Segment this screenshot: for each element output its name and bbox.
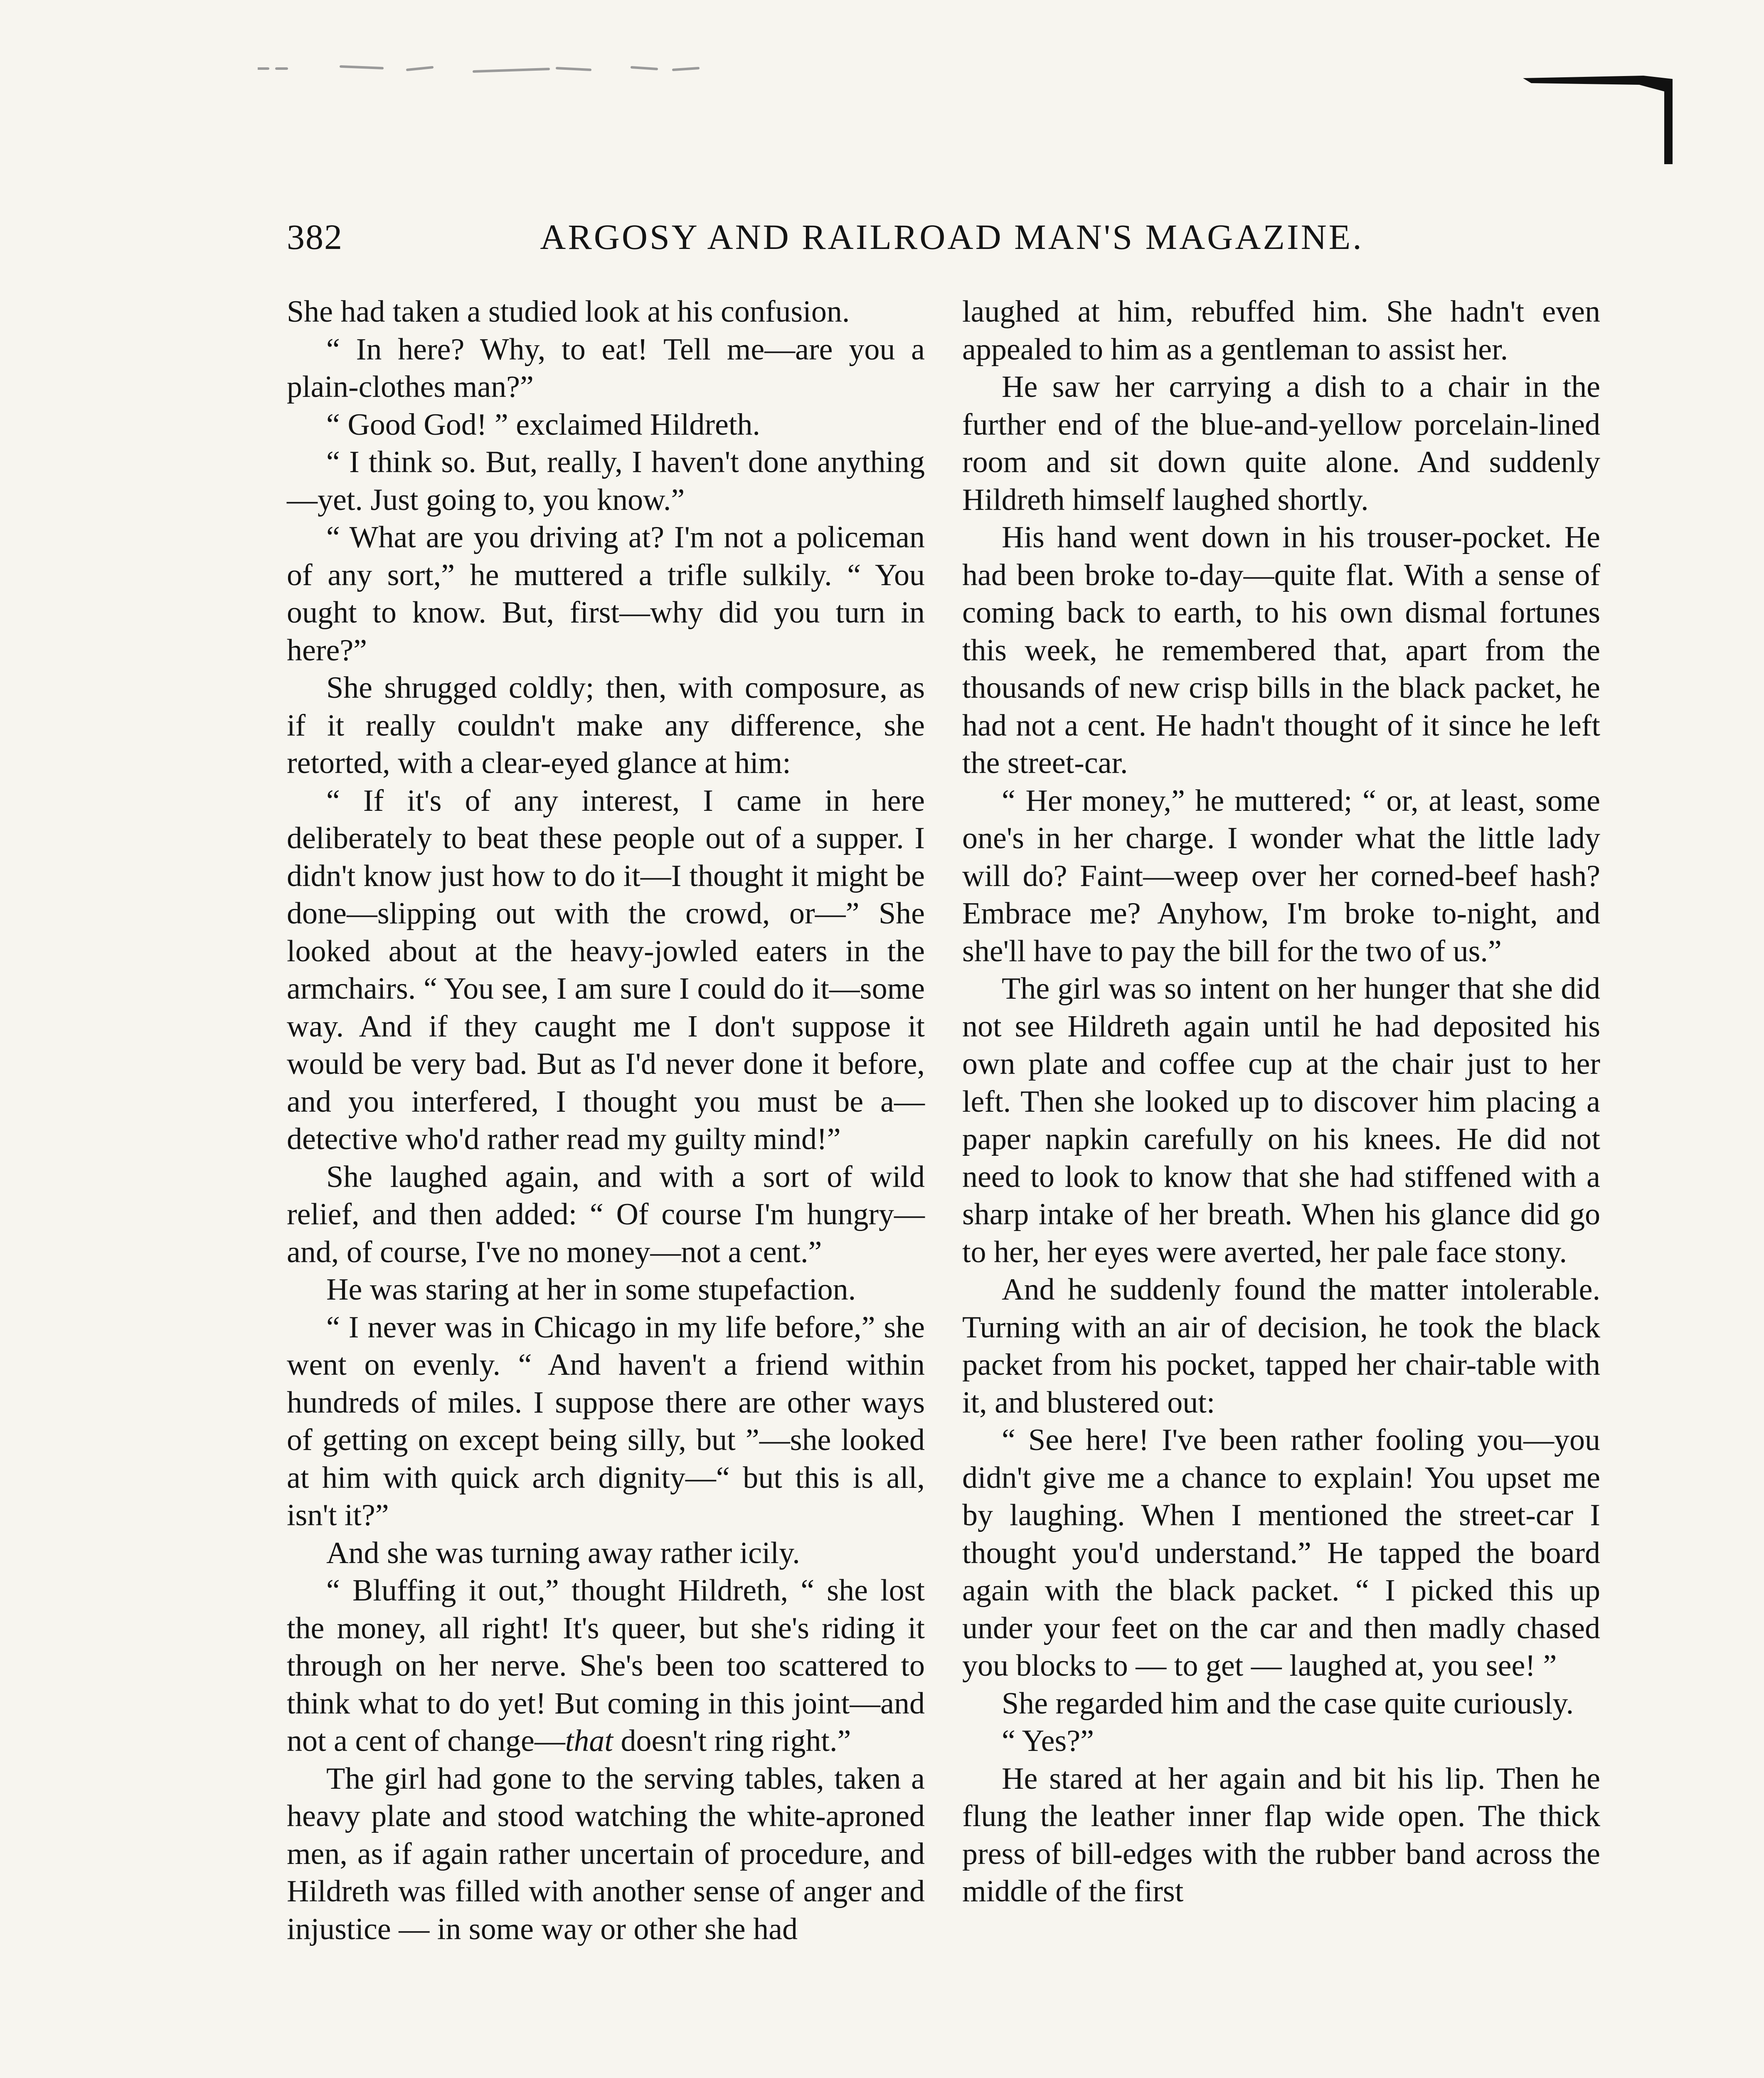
paragraph: He saw her carrying a dish to a chair in the further end of the blue-and-yellow porcelain-lined room and sit down quite alone. And suddenly Hildreth himself laughed shortly. [962, 370, 1600, 517]
paragraph: “ I think so. But, really, I haven't done anything—yet. Just going to, you know.” [287, 445, 925, 517]
paragraph: And he suddenly found the matter intolerable. Turning with an air of decision, he took the black packet from his pocket, tapped her chair-table with it, and blustered out: [962, 1273, 1600, 1420]
print-smudge [258, 62, 756, 75]
paragraph-text: “ Bluffing it out,” thought Hildreth, “ she lost the money, all right! It's queer, but she's riding it through on her nerve. She's been too scattered to think what to do yet! But coming in this joint—and not a cent of change— [287, 1573, 925, 1758]
paragraph: He was staring at her in some stupefaction. [326, 1273, 856, 1307]
paragraph: laughed at him, rebuffed him. She hadn't even appealed to him as a gentleman to assist her. [962, 295, 1600, 367]
paragraph: His hand went down in his trouser-pocket. He had been broke to-day—quite flat. With a sense of coming back to earth, to his own dismal fortunes this week, he remembered that, apart from the thousands of new crisp bills in the black packet, he had not a cent. He hadn't thought of it since he left the street-car. [962, 520, 1600, 780]
paragraph: “ See here! I've been rather fooling you—you didn't give me a chance to explain! You upset me by laughing. When I mentioned the street-car I thought you'd understand.” He tapped the board again with the black packet. “ I picked this up under your feet on the car and then madly chased you blocks to — to get — laughed at, you see! ” [962, 1423, 1600, 1683]
page-header [287, 216, 1600, 266]
paragraph: “ Yes?” [1002, 1724, 1094, 1758]
paragraph: She shrugged coldly; then, with composure, as if it really couldn't make any difference, she retorted, with a clear-eyed glance at him: [287, 671, 925, 780]
paragraph: The girl had gone to the serving tables, taken a heavy plate and stood watching the white-aproned men, as if again rather uncertain of procedure, and Hildreth was filled with another sense of anger and injustice — in some way or other she had [287, 1761, 925, 1946]
paragraph: He stared at her again and bit his lip. Then he flung the leather inner flap wide open. The thick press of bill-edges with the rubber band across the middle of the first [962, 1761, 1600, 1908]
paragraph: She laughed again, and with a sort of wild relief, and then added: “ Of course I'm hungry—and, of course, I've no money—not a cent.” [287, 1160, 925, 1269]
paragraph [287, 1572, 925, 1760]
paragraph: And she was turning away rather icily. [326, 1536, 800, 1570]
paragraph: She had taken a studied look at his confusion. [287, 295, 850, 329]
page-number: 382 [287, 217, 343, 257]
running-head: ARGOSY AND RAILROAD MAN'S MAGAZINE. [540, 217, 1364, 257]
paragraph: “ I never was in Chicago in my life before,” she went on evenly. “ And haven't a friend within hundreds of miles. I suppose there are other ways of getting on except being silly, but ”—she looked at him with quick arch dignity—“ but this is all, isn't it?” [287, 1310, 925, 1532]
paragraph: “ In here? Why, to eat! Tell me—are you a plain-clothes man?” [287, 332, 925, 404]
paragraph: She regarded him and the case quite curiously. [1002, 1686, 1574, 1721]
paragraph: “ Her money,” he muttered; “ or, at least, some one's in her charge. I wonder what the little lady will do? Faint—weep over her corned-beef hash? Embrace me? Anyhow, I'm broke to-night, and she'll have to pay the bill for the two of us.” [962, 783, 1600, 968]
left-column [287, 293, 925, 1948]
paragraph: “ If it's of any interest, I came in here deliberately to beat these people out of a supper. I didn't know just how to do it—I thought it might be done—slipping out with the crowd, or—” She looked about at the heavy-jowled eaters in the armchairs. “ You see, I am sure I could do it—some way. And if they caught me I don't suppose it would be very bad. But as I'd never done it before, and you interfered, I thought you must be a—detective who'd rather read my guilty mind!” [287, 783, 925, 1156]
paragraph: “ What are you driving at? I'm not a policeman of any sort,” he muttered a trifle sulkily. “ You ought to know. But, first—why did you turn in here?” [287, 520, 925, 667]
paragraph-text-end: doesn't ring right.” [613, 1724, 851, 1758]
paragraph: “ Good God! ” exclaimed Hildreth. [326, 407, 760, 442]
right-column [962, 293, 1600, 1911]
emphasis-word: that [565, 1724, 613, 1758]
paragraph: The girl was so intent on her hunger that she did not see Hildreth again until he had deposited his own plate and coffee cup at the chair just to her left. Then she looked up to discover him placing a paper napkin carefully on his knees. He did not need to look to know that she had stiffened with a sharp intake of her breath. When his glance did go to her, her eyes were averted, her pale face stony. [962, 972, 1600, 1269]
page-corner-mark [1515, 66, 1689, 166]
